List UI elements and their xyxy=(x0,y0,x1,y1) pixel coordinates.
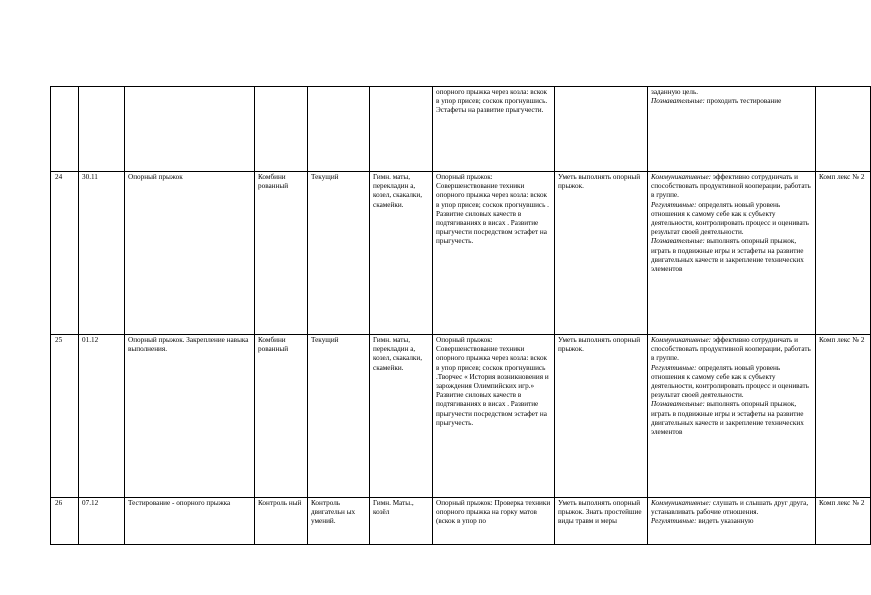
uud-text: заданную цель. xyxy=(651,88,699,96)
uud-cell xyxy=(648,87,816,172)
control-type-cell: Текущий xyxy=(308,172,370,335)
uud-cell xyxy=(648,335,816,498)
lesson-topic-cell xyxy=(125,87,255,172)
table-row xyxy=(51,87,871,172)
extra-cell: Комп лекс № 2 xyxy=(816,335,871,498)
uud-text: выполнять опорный прыжок, играть в подвижные игры и эстафеты на развитие двигательных качеств и закрепление технических элементов xyxy=(651,237,804,274)
uud-label: Познавательные: xyxy=(651,97,705,106)
lesson-topic-cell: Опорный прыжок xyxy=(125,172,255,335)
uud-text: видеть указанную xyxy=(696,517,754,526)
lesson-type-cell xyxy=(255,87,308,172)
lesson-date-cell: 01.12 xyxy=(79,335,125,498)
lesson-topic-cell: Опорный прыжок. Закрепление навыка выполнения. xyxy=(125,335,255,498)
uud-label: Коммуникативные: xyxy=(651,173,712,181)
uud-label: Коммуникативные: xyxy=(651,336,712,344)
table-row xyxy=(51,498,871,545)
equipment-cell xyxy=(370,87,433,172)
uud-item xyxy=(651,88,812,97)
uud-text: определять новый уровень отношения к самому себе как к субъекту деятельности, контролировать процесс и оценивать результат своей деятельности. xyxy=(651,200,809,237)
lesson-number-cell: 25 xyxy=(51,335,79,498)
uud-text: определять новый уровень отношения к самому себе как к субъекту деятельности, контролировать процесс и оценивать результат своей деятельности. xyxy=(651,363,809,400)
uud-item xyxy=(651,237,812,274)
uud-label: Регулятивные: xyxy=(651,200,697,209)
uud-item xyxy=(651,364,812,401)
uud-item xyxy=(651,499,812,517)
uud-label: Познавательные: xyxy=(651,237,705,246)
control-type-cell xyxy=(308,87,370,172)
uud-text: эффективно сотрудничать и способствовать продуктивной кооперации, работать в группе. xyxy=(651,173,811,200)
skills-cell xyxy=(555,87,648,172)
lesson-type-cell: Комбини рованный xyxy=(255,172,308,335)
table-row xyxy=(51,172,871,335)
lesson-plan-table xyxy=(50,86,871,545)
lesson-date-cell: 07.12 xyxy=(79,498,125,545)
uud-cell xyxy=(648,172,816,335)
uud-text: выполнять опорный прыжок, играть в подвижные игры и эстафеты на развитие двигательных качеств и закрепление технических элементов xyxy=(651,400,804,437)
uud-label: Познавательные: xyxy=(651,400,705,409)
extra-cell: Комп лекс № 2 xyxy=(816,498,871,545)
uud-item xyxy=(651,517,812,526)
uud-text: слушать и слышать друг друга, устанавливать рабочие отношения. xyxy=(651,499,809,517)
uud-label: Регулятивные: xyxy=(651,363,697,372)
uud-cell xyxy=(648,498,816,545)
lesson-number-cell: 26 xyxy=(51,498,79,545)
uud-label: Коммуникативные: xyxy=(651,499,712,507)
skills-cell: Уметь выполнять опорный прыжок. xyxy=(555,172,648,335)
lesson-content-cell: опорного прыжка через козла: вскок в упор присев; соскок прогнувшись. Эстафеты на развитие прыгучести. xyxy=(433,87,555,172)
lesson-number-cell: 24 xyxy=(51,172,79,335)
lesson-content-cell: Опорный прыжок: Совершенствование техники опорного прыжка через козла: вскок в упор присев; соскок прогнувшись . Развитие силовых качеств в подтягиваниях в висах . Развитие прыгучести посредством эстафет на прыгучесть. xyxy=(433,172,555,335)
lesson-type-cell: Контроль ный xyxy=(255,498,308,545)
control-type-cell: Контроль двигательн ых умений. xyxy=(308,498,370,545)
lesson-number-cell xyxy=(51,87,79,172)
uud-label: Регулятивные: xyxy=(651,517,697,526)
extra-cell xyxy=(816,87,871,172)
control-type-cell: Текущий xyxy=(308,335,370,498)
lesson-date-cell xyxy=(79,87,125,172)
uud-item xyxy=(651,97,812,106)
equipment-cell: Гимн. маты, перекладин а, козел, скакалки, скамейки. xyxy=(370,335,433,498)
uud-item xyxy=(651,336,812,364)
uud-text: проходить тестирование xyxy=(704,97,782,106)
lesson-topic-cell: Тестирование - опорного прыжка xyxy=(125,498,255,545)
uud-item xyxy=(651,173,812,201)
lesson-content-cell: Опорный прыжок: Совершенствование техники опорного прыжка через козла: вскок в упор присев; соскок прогнувшись .Творчес « История возникновения и зарождения Олимпийских игр.» Развитие силовых качеств в подтягиваниях в висах . Развитие прыгучести посредством эстафет на прыгучесть. xyxy=(433,335,555,498)
equipment-cell: Гимн. Маты., козёл xyxy=(370,498,433,545)
table-row xyxy=(51,335,871,498)
uud-item xyxy=(651,400,812,437)
uud-text: эффективно сотрудничать и способствовать продуктивной кооперации, работать в группе. xyxy=(651,336,811,363)
lesson-content-cell: Опорный прыжок: Проверка техники опорного прыжка на горку матов (вскок в упор по xyxy=(433,498,555,545)
lesson-date-cell: 30.11 xyxy=(79,172,125,335)
skills-cell: Уметь выполнять опорный прыжок. Знать простейшие виды травм и меры xyxy=(555,498,648,545)
lesson-type-cell: Комбини рованный xyxy=(255,335,308,498)
extra-cell: Комп лекс № 2 xyxy=(816,172,871,335)
skills-cell: Уметь выполнять опорный прыжок. xyxy=(555,335,648,498)
uud-item xyxy=(651,201,812,238)
equipment-cell: Гимн. маты, перекладин а, козел, скакалки, скамейки. xyxy=(370,172,433,335)
